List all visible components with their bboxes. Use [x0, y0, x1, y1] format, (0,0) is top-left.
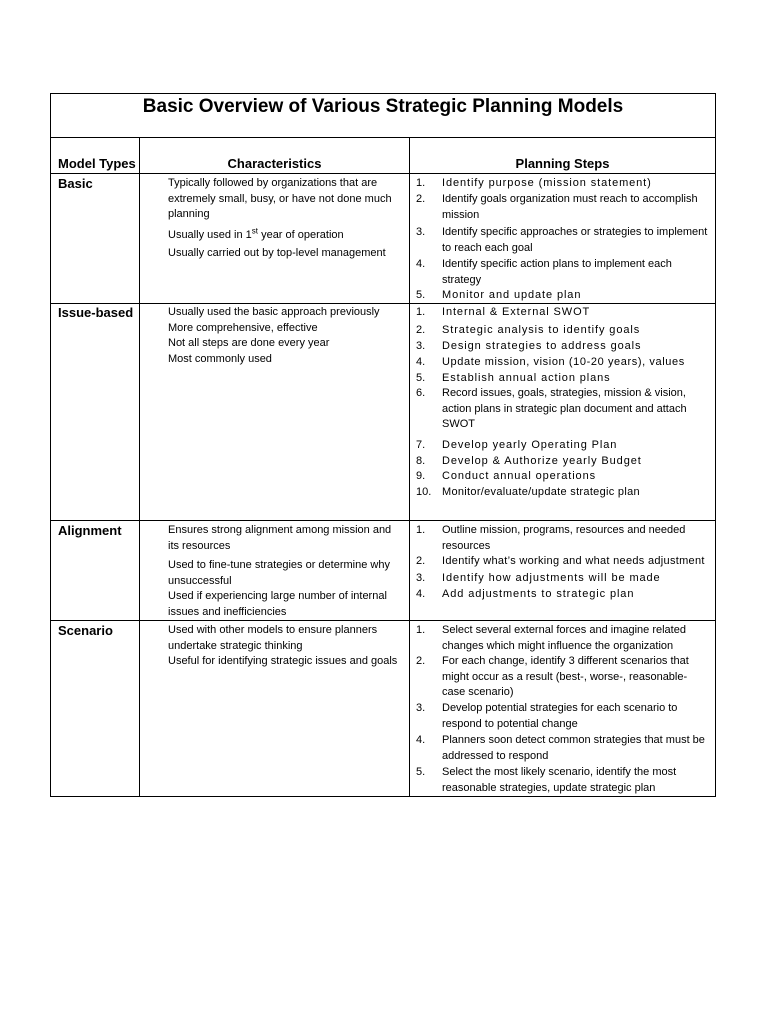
row-divider [50, 520, 716, 521]
characteristic-item: Typically followed by organizations that are extremely small, busy, or have not done much planning [168, 177, 392, 220]
characteristic-item: Useful for identifying strategic issues and goals [168, 655, 398, 667]
step-number: 3. [416, 340, 426, 352]
model-scenario: Scenario [58, 623, 113, 638]
row-divider [50, 620, 716, 621]
step-number: 10. [416, 486, 432, 498]
step-text: Select several external forces and imagine related changes which might influence the organization [442, 624, 686, 652]
step-text: Develop & Authorize yearly Budget [442, 455, 642, 467]
step-number: 5. [416, 372, 426, 384]
characteristic-item: Not all steps are done every year [168, 337, 330, 349]
step-number: 2. [416, 655, 426, 667]
header-model-types: Model Types [58, 156, 136, 171]
characteristic-item: More comprehensive, effective [168, 321, 318, 334]
step-text: Identify specific action plans to implement each strategy [442, 258, 672, 286]
characteristics-alignment [168, 523, 403, 620]
characteristic-item: Used if experiencing large number of internal issues and inefficiencies [168, 590, 387, 618]
characteristic-item: Used with other models to ensure planners undertake strategic thinking [168, 624, 378, 652]
step-number: 3. [416, 226, 426, 238]
step-text: Planners soon detect common strategies that must be addressed to respond [442, 734, 705, 762]
column-divider [139, 137, 140, 797]
step-number: 2. [416, 193, 426, 205]
step-number: 8. [416, 455, 426, 467]
step-text: Monitor/evaluate/update strategic plan [442, 486, 640, 498]
header-characteristics: Characteristics [227, 156, 322, 171]
step-text: Design strategies to address goals [442, 340, 642, 352]
characteristic-item: Usually carried out by top-level management [168, 246, 386, 259]
step-text: Establish annual action plans [442, 372, 611, 384]
step-number: 1. [416, 306, 426, 318]
characteristic-item: Most commonly used [168, 352, 272, 365]
step-text: Outline mission, programs, resources and needed resources [442, 524, 686, 552]
characteristic-item: Used to fine-tune strategies or determine why unsuccessful [168, 559, 390, 587]
step-text: Conduct annual operations [442, 470, 596, 482]
step-text: Update mission, vision (10-20 years), values [442, 356, 685, 368]
step-number: 1. [416, 624, 426, 636]
step-number: 3. [416, 572, 426, 584]
step-number: 5. [416, 766, 426, 778]
step-text: Add adjustments to strategic plan [442, 588, 635, 600]
step-text: Identify purpose (mission statement) [442, 177, 652, 189]
header-planning-steps: Planning Steps [515, 156, 610, 171]
characteristics-basic [168, 176, 403, 261]
characteristic-item [168, 224, 403, 244]
step-text: Identify what’s working and what needs adjustment [442, 555, 705, 567]
characteristic-text: Usually used in 1st year of operation [168, 226, 344, 242]
step-text: For each change, identify 3 different scenarios that might occur as a result (best-, worse-, reasonable-case scenario) [442, 655, 689, 698]
title-divider [50, 137, 716, 138]
step-text: Internal & External SWOT [442, 306, 591, 318]
step-number: 5. [416, 289, 426, 301]
step-text: Monitor and update plan [442, 289, 582, 301]
step-text: Record issues, goals, strategies, mission & vision, action plans in strategic plan document and attach SWOT [442, 387, 687, 430]
step-number: 9. [416, 470, 426, 482]
model-issue-based: Issue-based [58, 305, 134, 320]
step-number: 4. [416, 588, 426, 600]
header-divider [50, 173, 716, 174]
characteristic-item: Usually used the basic approach previously [168, 306, 380, 318]
step-number: 2. [416, 324, 426, 336]
page-title: Basic Overview of Various Strategic Planning Models [142, 96, 624, 117]
step-number: 1. [416, 177, 426, 189]
step-text: Identify specific approaches or strategies to implement to reach each goal [442, 226, 708, 254]
characteristics-issue-based [168, 305, 403, 367]
step-text: Develop potential strategies for each scenario to respond to potential change [442, 702, 678, 730]
step-number: 4. [416, 734, 426, 746]
step-text: Strategic analysis to identify goals [442, 324, 641, 336]
step-text: Develop yearly Operating Plan [442, 439, 618, 451]
step-number: 2. [416, 555, 426, 567]
column-divider [409, 137, 410, 797]
characteristics-scenario [168, 623, 403, 670]
model-basic: Basic [58, 176, 93, 191]
step-number: 7. [416, 439, 426, 451]
step-number: 3. [416, 702, 426, 714]
step-text: Identify how adjustments will be made [442, 572, 661, 584]
characteristic-item: Ensures strong alignment among mission and its resources [168, 524, 392, 552]
step-text: Select the most likely scenario, identify the most reasonable strategies, update strategic plan [442, 766, 677, 794]
step-number: 4. [416, 258, 426, 270]
model-alignment: Alignment [58, 523, 122, 538]
step-number: 1. [416, 524, 426, 536]
step-text: Identify goals organization must reach to accomplish mission [442, 193, 698, 221]
step-number: 4. [416, 356, 426, 368]
step-number: 6. [416, 387, 426, 399]
